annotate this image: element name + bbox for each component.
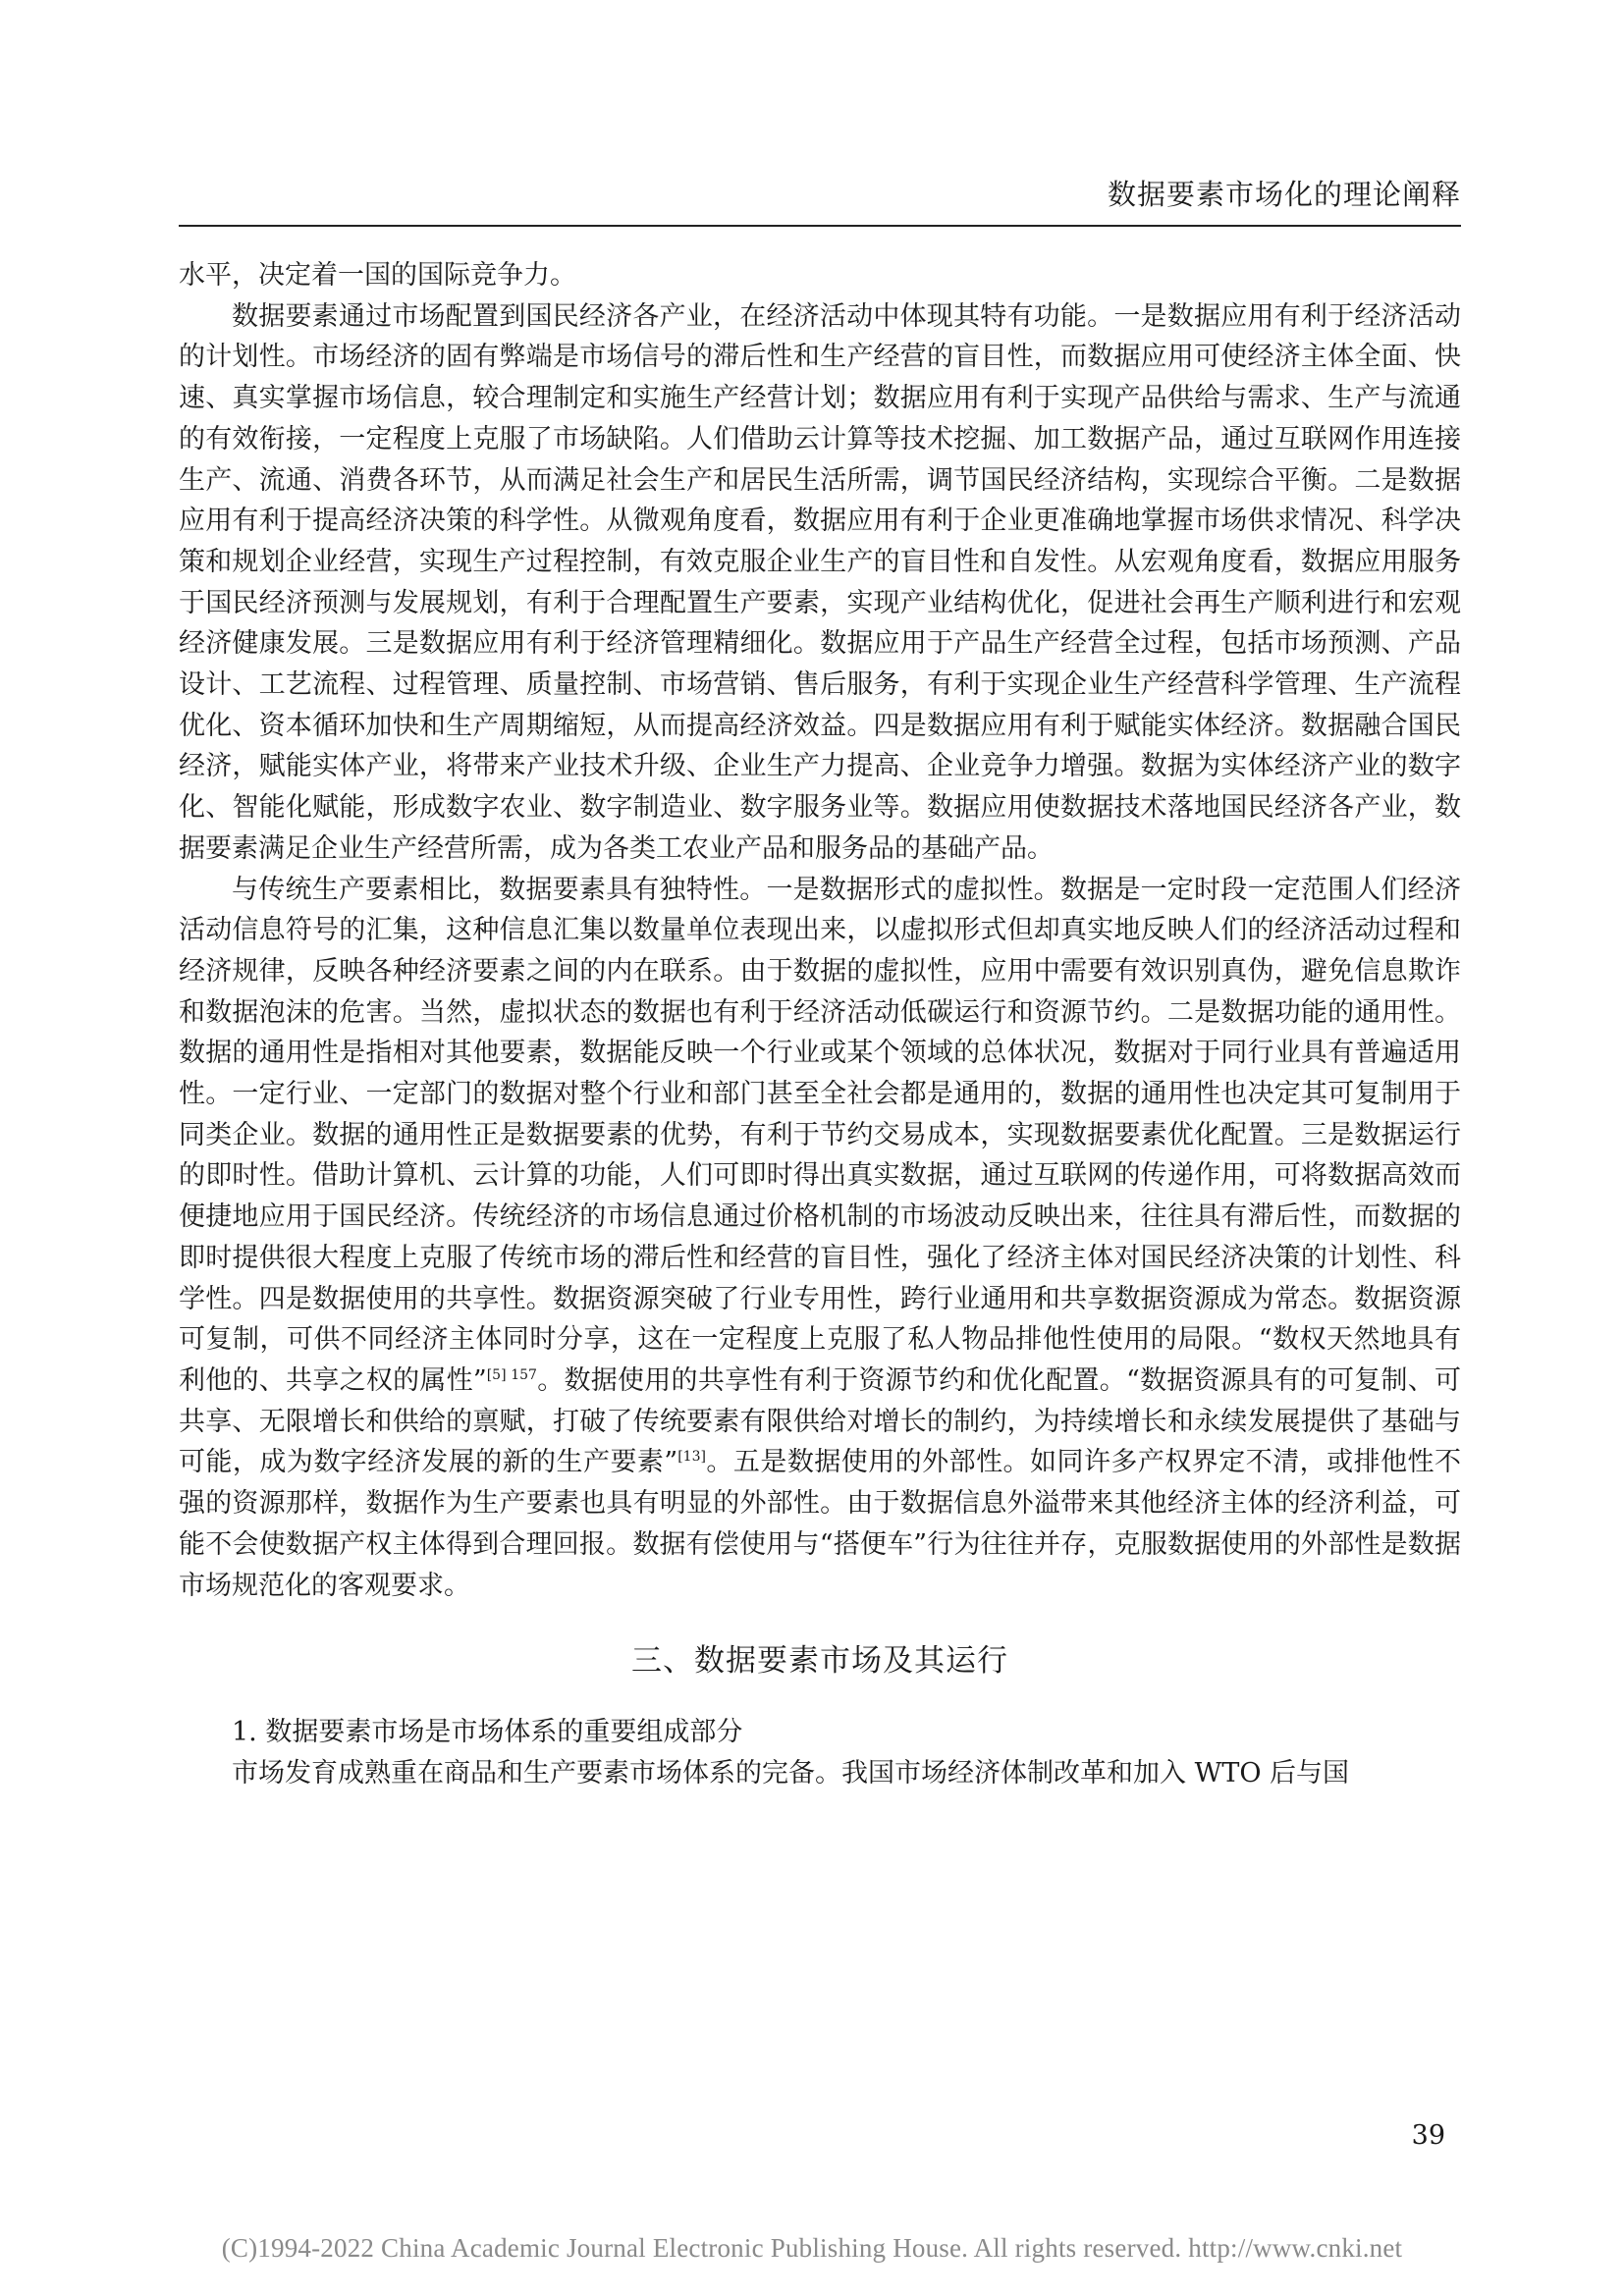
page-number: 39 bbox=[1411, 2120, 1445, 2151]
header-rule bbox=[179, 225, 1461, 227]
copyright-footer: (C)1994-2022 China Academic Journal Electronic Publishing House. All rights reserved. http://www.cnki.net bbox=[221, 2233, 1403, 2263]
paragraph-text: 。五是数据使用的外部性。如同许多产权界定不清，或排他性不强的资源那样，数据作为生产要素也具有明显的外部性。由于数据信息外溢带来其他经济主体的经济利益，可能不会使数据产权主体得到合理回报。数据有偿使用与“搭便车”行为往往并存，克服数据使用的外部性是数据市场规范化的客观要求。 bbox=[179, 1447, 1462, 1601]
running-header: 数据要素市场化的理论阐释 bbox=[1107, 178, 1461, 211]
paragraph: 市场发育成熟重在商品和生产要素市场体系的完备。我国市场经济体制改革和加入 WTO 后与国 bbox=[232, 1757, 1350, 1789]
paragraph: 水平，决定着一国的国际竞争力。 bbox=[179, 260, 576, 291]
citation-marker: [13] bbox=[677, 1449, 706, 1466]
section-heading: 三、数据要素市场及其运行 bbox=[631, 1643, 1008, 1680]
paragraph: 数据要素通过市场配置到国民经济各产业，在经济活动中体现其特有功能。一是数据应用有利于经济活动的计划性。市场经济的固有弊端是市场信号的滞后性和生产经营的盲目性，而数据应用可使经济主体全面、快速、真实掌握市场信息，较合理制定和实施生产经营计划；数据应用有利于实现产品供给与需求、生产与流通的有效衔接，一定程度上克服了市场缺陷。人们借助云计算等技术挖掘、加工数据产品，通过互联网作用连接生产、流通、消费各环节，从而满足社会生产和居民生活所需，调节国民经济结构，实现综合平衡。二是数据应用有利于提高经济决策的科学性。从微观角度看，数据应用有利于企业更准确地掌握市场供求情况、科学决策和规划企业经营，实现生产过程控制，有效克服企业生产的盲目性和自发性。从宏观角度看，数据应用服务于国民经济预测与发展规划，有利于合理配置生产要素，实现产业结构优化，促进社会再生产顺利进行和宏观经济健康发展。三是数据应用有利于经济管理精细化。数据应用于产品生产经营全过程，包括市场预测、产品设计、工艺流程、过程管理、质量控制、市场营销、售后服务，有利于实现企业生产经营科学管理、生产流程优化、资本循环加快和生产周期缩短，从而提高经济效益。四是数据应用有利于赋能实体经济。数据融合国民经济，赋能实体产业，将带来产业技术升级、企业生产力提高、企业竞争力增强。数据为实体经济产业的数字化、智能化赋能，形成数字农业、数字制造业、数字服务业等。数据应用使数据技术落地国民经济各产业，数据要素满足企业生产经营所需，成为各类工农业产品和服务品的基础产品。 bbox=[179, 300, 1461, 864]
article-body bbox=[179, 255, 1461, 1794]
paragraph-text: 与传统生产要素相比，数据要素具有独特性。一是数据形式的虚拟性。数据是一定时段一定范围人们经济活动信息符号的汇集，这种信息汇集以数量单位表现出来，以虚拟形式但却真实地反映人们的经济活动过程和经济规律，反映各种经济要素之间的内在联系。由于数据的虚拟性，应用中需要有效识别真伪，避免信息欺诈和数据泡沫的危害。当然，虚拟状态的数据也有利于经济活动低碳运行和资源节约。二是数据功能的通用性。数据的通用性是指相对其他要素，数据能反映一个行业或某个领域的总体状况，数据对于同行业具有普遍适用性。一定行业、一定部门的数据对整个行业和部门甚至全社会都是通用的，数据的通用性也决定其可复制用于同类企业。数据的通用性正是数据要素的优势，有利于节约交易成本，实现数据要素优化配置。三是数据运行的即时性。借助计算机、云计算的功能，人们可即时得出真实数据，通过互联网的传递作用，可将数据高效而便捷地应用于国民经济。传统经济的市场信息通过价格机制的市场波动反映出来，往往具有滞后性，而数据的即时提供很大程度上克服了传统市场的滞后性和经营的盲目性，强化了经济主体对国民经济决策的计划性、科学性。四是数据使用的共享性。数据资源突破了行业专用性，跨行业通用和共享数据资源成为常态。数据资源可复制，可供不同经济主体同时分享，这在一定程度上克服了私人物品排他性使用的局限。“数权天然地具有利他的、共享之权的属性” bbox=[179, 874, 1461, 1396]
paragraph bbox=[179, 870, 1461, 1607]
subsection-heading: 1. 数据要素市场是市场体系的重要组成部分 bbox=[232, 1717, 743, 1748]
paragraph-text: 。数据使用的共享性有利于资源节约和优化配置。“数据资源具有的可复制、可共享、无限增长和供给的禀赋，打破了传统要素有限供给对增长的制约，为持续增长和永续发展提供了基础与可能，成为数字经济发展的新的生产要素” bbox=[179, 1364, 1461, 1478]
citation-marker: [5] 157 bbox=[486, 1366, 537, 1383]
